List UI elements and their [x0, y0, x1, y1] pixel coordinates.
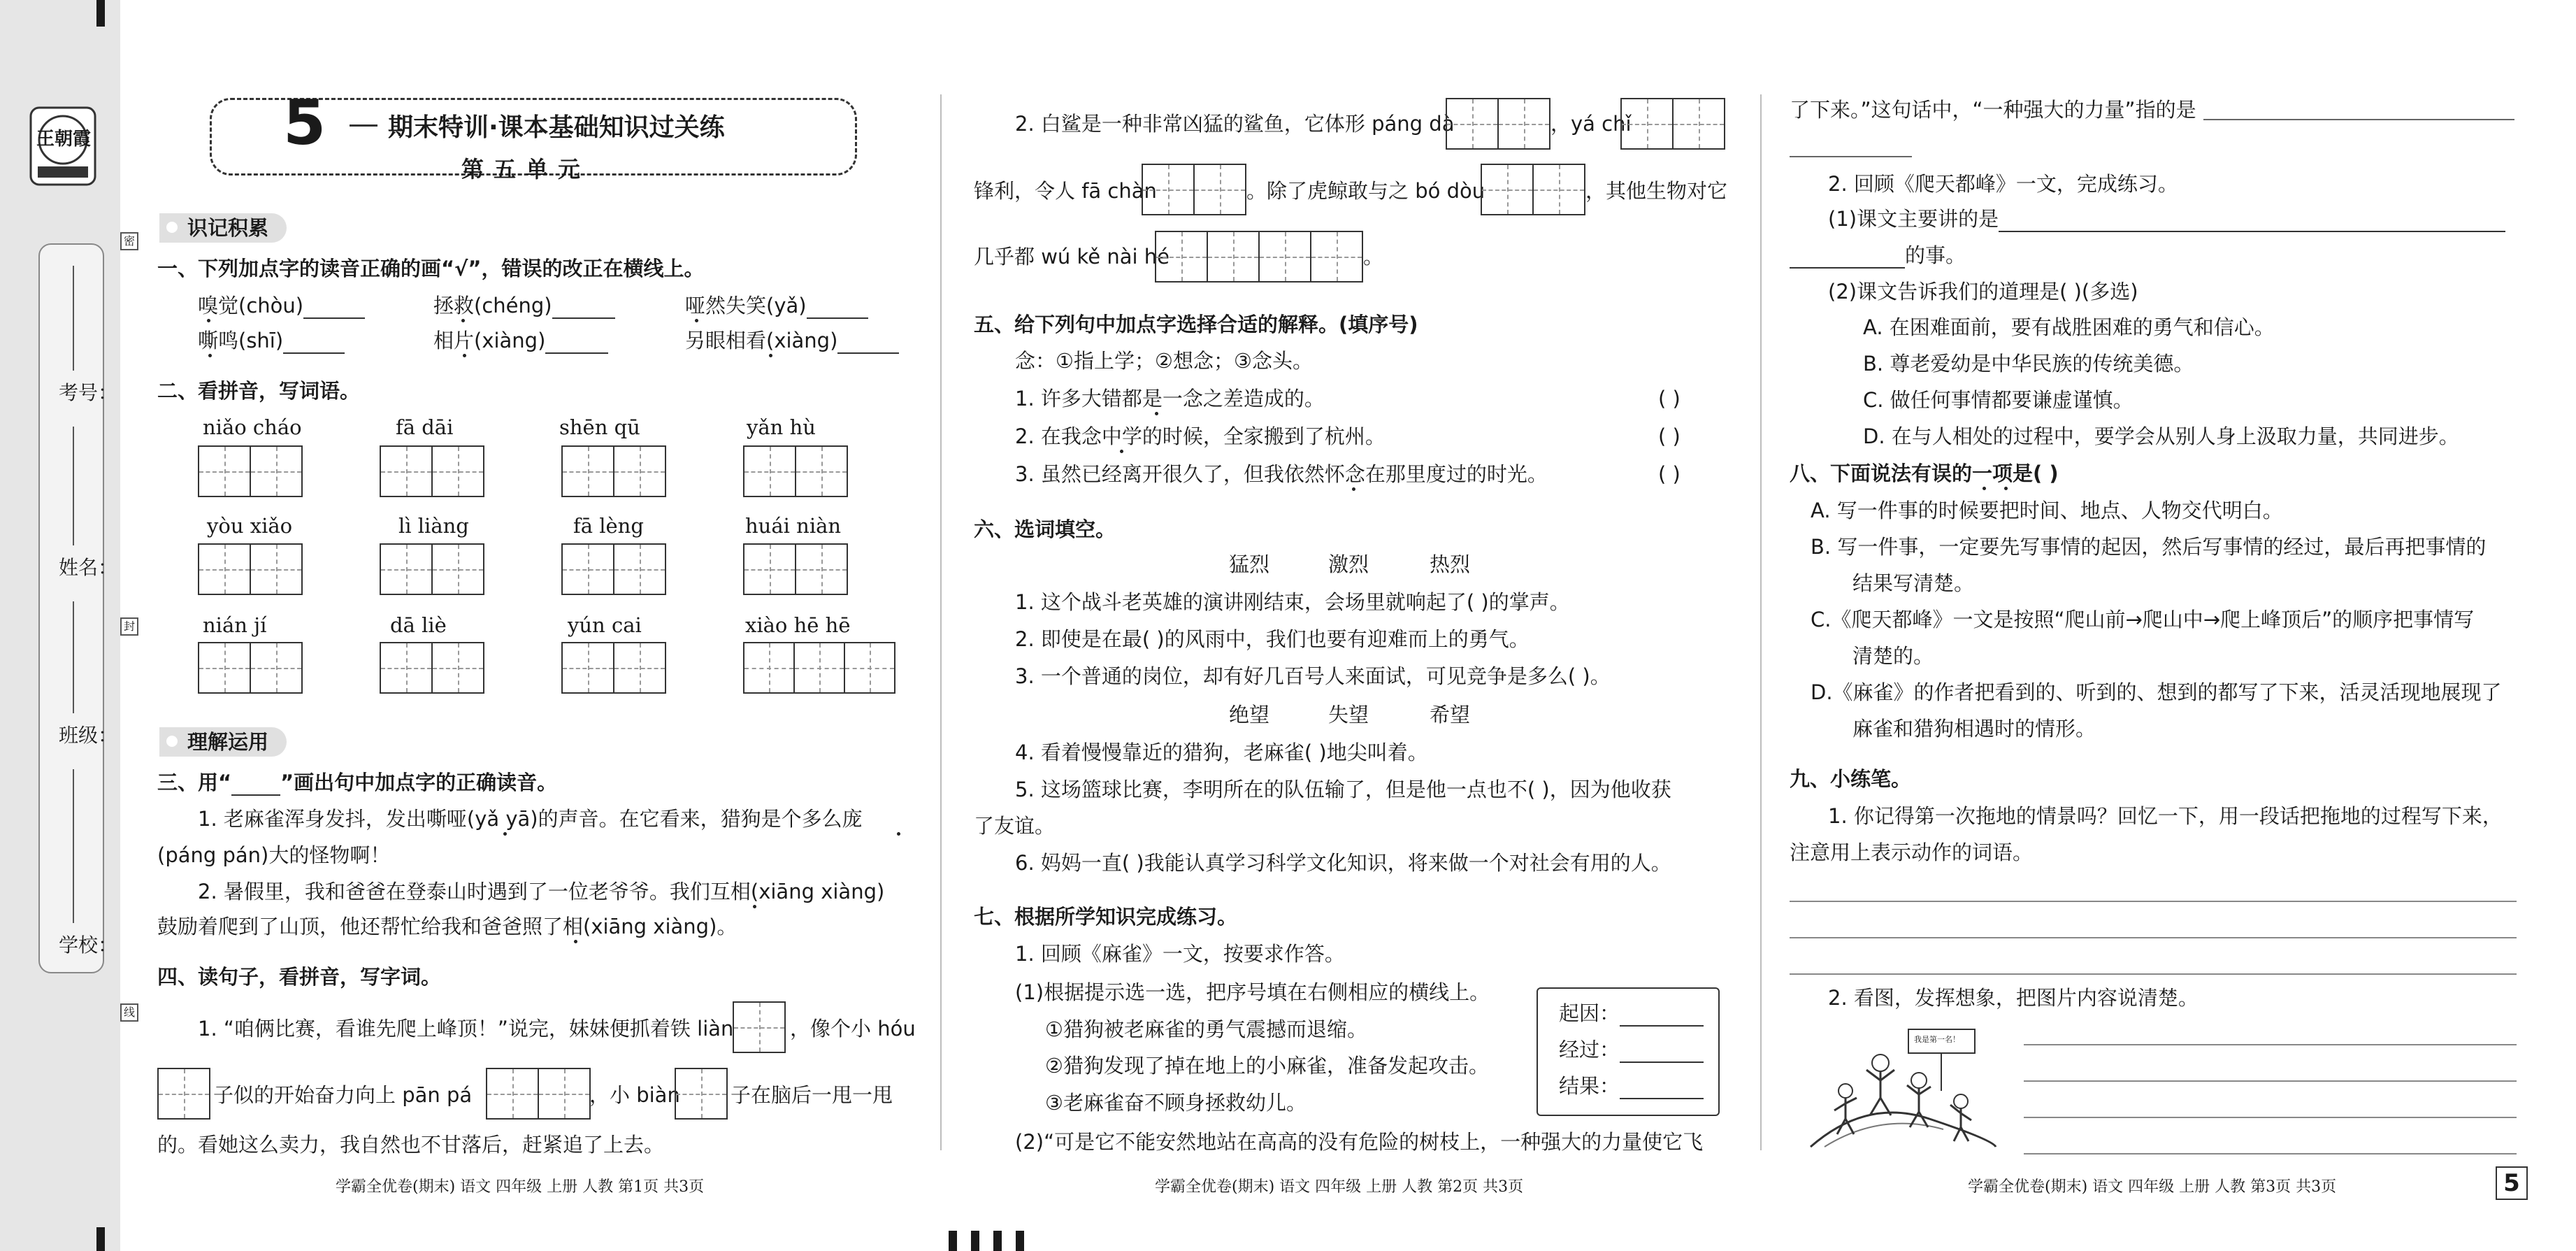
school-line [73, 769, 74, 923]
choice-option: 清楚的。 [1852, 644, 1934, 668]
word-option: 绝望 [1229, 703, 1270, 727]
q7-option: ①猎狗被老麻雀的勇气震撼而退缩。 [1045, 1017, 1367, 1041]
q3-line: 1. 老麻雀浑身发抖，发出嘶哑(yǎ yā)的声音。在它看来，猎狗是个多么庞 [198, 807, 863, 831]
q6-item: 4. 看着慢慢靠近的猎狗，老麻雀( )地尖叫着。 [1015, 741, 1428, 764]
word-option: 热烈 [1430, 552, 1471, 576]
mid-text: 。除了虎鲸敢与之 bó dòu [1246, 179, 1485, 203]
right-text: (2)课文告诉我们的道理是( )(多选) [1828, 280, 2138, 303]
crop-mark [1016, 1231, 1024, 1251]
writing-grid[interactable] [1620, 98, 1725, 150]
writing-grid[interactable] [561, 445, 666, 497]
right-text: 1. 你记得第一次拖地的情景吗？回忆一下，用一段话把拖地的过程写下来， [1828, 804, 2503, 828]
right-text: 了下来。”这句话中，“一种强大的力量”指的是 [1790, 98, 2196, 122]
writing-grid[interactable] [380, 642, 484, 694]
crop-mark [96, 1227, 105, 1251]
box-label[interactable]: 起因： [1559, 1000, 1704, 1027]
mid-text: ，yá chǐ [1550, 112, 1632, 136]
footer: 学霸全优卷(期末) 语文 四年级 上册 人教 第2页 共3页 [1155, 1178, 1524, 1196]
pinyin: shēn qū [559, 415, 640, 439]
answer-paren[interactable]: ( ) [1658, 387, 1681, 410]
writing-grid[interactable] [486, 1068, 591, 1120]
q1-item: 另眼相看(xiàng) [685, 327, 899, 354]
q1-item: 拯救(chéng) [433, 292, 615, 319]
question-title: 二、看拼音，写词语。 [157, 379, 361, 403]
writing-line[interactable] [1790, 901, 2517, 902]
right-text: 的事。 [1790, 242, 1966, 269]
writing-grid[interactable] [743, 445, 848, 497]
unit-number: 5 [283, 87, 326, 159]
right-text: 2. 回顾《爬天都峰》一文，完成练习。 [1828, 172, 2178, 196]
writing-grid[interactable] [743, 642, 895, 694]
school-label: 学校： [59, 934, 118, 957]
right-text: 注意用上表示动作的词语。 [1790, 841, 2034, 864]
pinyin: dā liè [390, 613, 447, 637]
writing-grid[interactable] [1446, 98, 1550, 150]
writing-line[interactable] [2024, 1117, 2517, 1118]
question-title: 七、根据所学知识完成练习。 [974, 905, 1238, 929]
q1-item: 相片(xiàng) [433, 327, 608, 354]
choice-option: C. 做任何事情都要谦虚谨慎。 [1863, 388, 2134, 412]
pinyin: fā lèng [573, 514, 644, 538]
unit-subtitle: 第五单元 [461, 156, 591, 183]
word-option: 希望 [1430, 703, 1471, 727]
writing-line[interactable] [1790, 973, 2517, 975]
q5-item: 3. 虽然已经离开很久了，但我依然怀念在那里度过的时光。 [1015, 462, 1548, 486]
choice-option: A. 在困难面前，要有战胜困难的勇气和信心。 [1863, 315, 2275, 339]
children-climbing-illustration [1804, 1014, 1999, 1154]
name-label: 姓名： [59, 556, 118, 579]
section-tag: 理解运用 [159, 727, 287, 757]
q7-option: ②猎狗发现了掉在地上的小麻雀，准备发起攻击。 [1045, 1054, 1489, 1078]
pinyin: lì liàng [398, 514, 469, 538]
q6-item: 1. 这个战斗老英雄的演讲刚结束，会场里就响起了( )的掌声。 [1015, 590, 1570, 614]
question-title: 三、用“ ”画出句中加点字的正确读音。 [157, 771, 558, 794]
writing-grid[interactable] [1142, 164, 1246, 215]
writing-grid[interactable] [1155, 231, 1363, 283]
section-tag: 识记积累 [159, 213, 287, 243]
student-info-box [38, 243, 104, 973]
choice-option: B. 尊老爱幼是中华民族的传统美德。 [1863, 352, 2194, 376]
box-label[interactable]: 结果： [1559, 1073, 1704, 1099]
q7-item: 1. 回顾《麻雀》一文，按要求作答。 [1015, 942, 1345, 966]
sign-text: 我是第一名！ [1914, 1035, 1960, 1044]
seal-mark: 封 [120, 617, 138, 636]
crop-mark [971, 1231, 979, 1251]
mid-text: 几乎都 wú kě nài hé [974, 245, 1170, 269]
choice-option: C.《爬天都峰》一文是按照“爬山前→爬山中→爬上峰顶后”的顺序把事情写 [1811, 608, 2475, 631]
page-title: 期末特训·课本基础知识过关练 [388, 113, 725, 142]
seal-mark: 密 [120, 232, 138, 250]
pinyin: yún cai [568, 613, 642, 637]
writing-line[interactable] [2024, 1153, 2517, 1155]
seal-mark: 线 [120, 1003, 138, 1022]
writing-line[interactable] [1790, 937, 2517, 938]
q3-line: 鼓励着爬到了山顶，他还帮忙给我和爸爸照了相(xiāng xiàng)。 [157, 915, 737, 938]
writing-grid[interactable] [561, 543, 666, 595]
q6-item: 3. 一个普通的岗位，却有好几百号人来面试，可见竞争是多么( )。 [1015, 664, 1611, 688]
q6-item: 了友谊。 [974, 814, 1056, 838]
writing-grid[interactable] [1481, 164, 1585, 215]
question-title: 八、下面说法有误的一项是( ) [1790, 462, 2059, 485]
writing-grid[interactable] [198, 543, 303, 595]
name-line [73, 427, 74, 545]
q4-text: 子在脑后一甩一甩 [731, 1083, 893, 1107]
question-title: 一、下列加点字的读音正确的画“√”，错误的改正在横线上。 [157, 257, 705, 280]
q4-text: ，小 biàn [589, 1083, 680, 1107]
mid-text: 。 [1363, 245, 1384, 269]
binding-strip [0, 0, 135, 1251]
q1-item: 哑然失笑(yǎ) [685, 292, 868, 319]
exam-no-label: 考号： [59, 381, 118, 404]
pinyin: yǎn hù [747, 415, 816, 439]
box-label[interactable]: 经过： [1559, 1036, 1704, 1063]
crop-mark [949, 1231, 957, 1251]
q4-text: 子似的开始奋力向上 pān pá [213, 1083, 473, 1107]
writing-grid[interactable] [733, 1001, 786, 1053]
writing-grid[interactable] [198, 642, 303, 694]
mid-text: 2. 白鲨是一种非常凶猛的鲨鱼，它体形 páng dà [1015, 112, 1455, 136]
crop-mark [96, 0, 105, 27]
answer-paren[interactable]: ( ) [1658, 424, 1681, 448]
q3-line: 2. 暑假里，我和爸爸在登泰山时遇到了一位老爷爷。我们互相(xiāng xiàng) [198, 880, 885, 903]
writing-line[interactable] [2024, 1044, 2517, 1045]
q7-item: (1)根据提示选一选，把序号填在右侧相应的横线上。 [1015, 980, 1490, 1004]
choice-option: D. 在与人相处的过程中，要学会从别人身上汲取力量，共同进步。 [1863, 424, 2459, 448]
mid-text: ，其他生物对它 [1585, 179, 1728, 203]
choice-option: D.《麻雀》的作者把看到的、听到的、想到的都写了下来，活灵活现地展现了 [1811, 680, 2502, 704]
q4-text: 的。看她这么卖力，我自然也不甘落后，赶紧追了上去。 [157, 1133, 665, 1157]
writing-grid[interactable] [380, 445, 484, 497]
writing-grid[interactable] [675, 1068, 728, 1120]
writing-line[interactable] [2024, 1080, 2517, 1082]
q1-item: 嗅觉(chòu) [198, 292, 365, 319]
question-title: 九、小练笔。 [1790, 767, 1912, 791]
q7-item: (2)“可是它不能安然地站在高高的没有危险的树枝上，一种强大的力量使它飞 [1015, 1130, 1704, 1154]
title-dash [350, 124, 377, 127]
logo-text: 王朝霞 [36, 129, 92, 150]
column-divider [1760, 94, 1762, 1150]
q1-item: 嘶鸣(shī) [198, 327, 345, 354]
q3-line: (páng pán)大的怪物啊！ [157, 843, 391, 867]
answer-line[interactable] [1790, 156, 1912, 157]
writing-grid[interactable] [743, 543, 848, 595]
word-option: 猛烈 [1229, 552, 1270, 576]
mid-text: 锋利，令人 fā chàn [974, 179, 1157, 203]
choice-option: 麻雀和猎狗相遇时的情形。 [1852, 717, 2096, 741]
writing-grid[interactable] [561, 642, 666, 694]
word-option: 失望 [1328, 703, 1369, 727]
question-title: 五、给下列句中加点字选择合适的解释。(填序号) [974, 313, 1418, 336]
right-text: 2. 看图，发挥想象，把图片内容说清楚。 [1828, 986, 2199, 1010]
q4-text: ，像个小 hóu [790, 1017, 916, 1041]
class-label: 班级： [59, 724, 118, 747]
q6-item: 2. 即使是在最( )的风雨中，我们也要有迎难而上的勇气。 [1015, 627, 1530, 651]
answer-paren[interactable]: ( ) [1658, 462, 1681, 486]
pinyin: fā dāi [396, 415, 454, 439]
pinyin: yòu xiǎo [207, 514, 293, 538]
question-title: 四、读句子，看拼音，写字词。 [157, 965, 442, 989]
pinyin: nián jí [203, 613, 267, 637]
q7-option: ③老麻雀奋不顾身拯救幼儿。 [1045, 1091, 1307, 1115]
q5-item: 1. 许多大错都是一念之差造成的。 [1015, 387, 1325, 410]
choice-option: A. 写一件事的时候要把时间、地点、人物交代明白。 [1811, 499, 2283, 522]
right-text: (1)课文主要讲的是 [1828, 206, 2505, 232]
definition: 念：①指上学；②想念；③念头。 [1015, 349, 1313, 373]
exam-no-line [73, 266, 74, 371]
word-option: 激烈 [1328, 552, 1369, 576]
q5-item: 2. 在我念中学的时候，全家搬到了杭州。 [1015, 424, 1386, 448]
pinyin: niǎo cháo [203, 415, 302, 439]
crop-mark [993, 1231, 1002, 1251]
answer-line[interactable] [2203, 119, 2514, 120]
q4-text: 1. “咱俩比赛，看谁先爬上峰顶！”说完，妹妹便抓着铁 liàn [198, 1017, 734, 1041]
page-number: 5 [2496, 1166, 2528, 1200]
writing-grid[interactable] [157, 1068, 210, 1120]
column-divider [940, 94, 942, 1150]
q6-item: 6. 妈妈一直( )我能认真学习科学文化知识，将来做一个对社会有用的人。 [1015, 851, 1671, 875]
choice-option: 结果写清楚。 [1852, 571, 1975, 595]
choice-option: B. 写一件事，一定要先写事情的起因，然后写事情的经过，最后再把事情的 [1811, 535, 2487, 559]
footer: 学霸全优卷(期末) 语文 四年级 上册 人教 第1页 共3页 [336, 1178, 705, 1196]
writing-grid[interactable] [198, 445, 303, 497]
pinyin: huái niàn [745, 514, 842, 538]
footer: 学霸全优卷(期末) 语文 四年级 上册 人教 第3页 共3页 [1968, 1178, 2337, 1196]
class-line [73, 601, 74, 713]
question-title: 六、选词填空。 [974, 517, 1116, 541]
q6-item: 5. 这场篮球比赛，李明所在的队伍输了，但是他一点也不( )，因为他收获 [1015, 778, 1671, 801]
pinyin: xiào hē hē [745, 613, 851, 637]
writing-grid[interactable] [380, 543, 484, 595]
